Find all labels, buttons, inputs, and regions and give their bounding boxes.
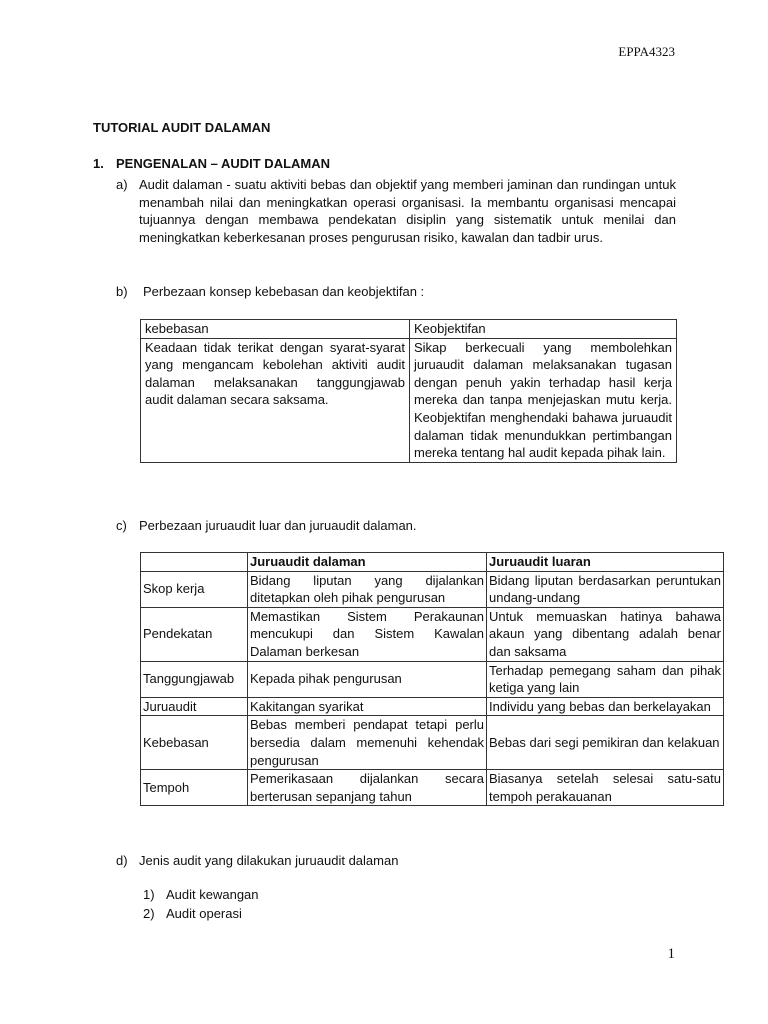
item-c-text: Perbezaan juruaudit luar dan juruaudit dalaman. bbox=[139, 518, 417, 533]
item-d-text: Jenis audit yang dilakukan juruaudit dalaman bbox=[139, 853, 399, 868]
table-header-row bbox=[141, 553, 724, 572]
table-cell: Sikap berkecuali yang membolehkan juruaudit dalaman melaksanakan tugasan dengan penuh yakin terhadap hasil kerja mereka dan tanpa menjejaskan mutu kerja. Keobjektifan menghendaki bahawa juruaudit dalaman tidak menundukkan pertimbangan mereka tentang hal audit kepada pihak lain. bbox=[410, 338, 677, 462]
row-aspect-cell: Kebebasan bbox=[141, 716, 248, 770]
table-header-cell: kebebasan bbox=[141, 320, 410, 339]
table-header-row bbox=[141, 320, 677, 339]
list-item-number: 2) bbox=[143, 905, 155, 921]
table-header-cell: Juruaudit dalaman bbox=[248, 553, 487, 572]
row-aspect-cell: Tanggungjawab bbox=[141, 661, 248, 697]
internal-auditor-cell: Kakitangan syarikat bbox=[248, 697, 487, 716]
auditor-comparison-table bbox=[140, 552, 724, 806]
external-auditor-cell: Untuk memuaskan hatinya bahawa akaun yang dibentang adalah benar dan saksama bbox=[487, 607, 724, 661]
audit-types-list bbox=[143, 886, 259, 923]
item-b bbox=[116, 283, 676, 301]
table-header-cell: Keobjektifan bbox=[410, 320, 677, 339]
internal-auditor-cell: Kepada pihak pengurusan bbox=[248, 661, 487, 697]
list-item bbox=[143, 886, 259, 905]
row-aspect-cell: Juruaudit bbox=[141, 697, 248, 716]
item-c-label: c) bbox=[116, 518, 127, 533]
section-heading bbox=[93, 156, 330, 171]
row-aspect-cell: Skop kerja bbox=[141, 571, 248, 607]
item-a-label: a) bbox=[116, 177, 128, 192]
section-title: PENGENALAN – AUDIT DALAMAN bbox=[116, 156, 331, 171]
section-number: 1. bbox=[93, 156, 104, 171]
table-cell: Keadaan tidak terikat dengan syarat-syarat yang mengancam kebolehan aktiviti audit dalaman melaksanakan tanggungjawab audit dalaman secara saksama. bbox=[141, 338, 410, 462]
item-c bbox=[116, 517, 676, 535]
external-auditor-cell: Terhadap pemegang saham dan pihak ketiga yang lain bbox=[487, 661, 724, 697]
item-b-label: b) bbox=[116, 284, 128, 299]
table-header-cell: Juruaudit luaran bbox=[487, 553, 724, 572]
list-item-number: 1) bbox=[143, 887, 155, 902]
internal-auditor-cell: Bidang liputan yang dijalankan ditetapkan oleh pihak pengurusan bbox=[248, 571, 487, 607]
table-row bbox=[141, 770, 724, 806]
page-number: 1 bbox=[667, 946, 675, 962]
table-row bbox=[141, 661, 724, 697]
internal-auditor-cell: Memastikan Sistem Perakaunan mencukupi dan Sistem Kawalan Dalaman berkesan bbox=[248, 607, 487, 661]
document-title: TUTORIAL AUDIT DALAMAN bbox=[93, 120, 271, 135]
item-d bbox=[116, 852, 676, 870]
independence-objectivity-table bbox=[140, 319, 677, 463]
list-item bbox=[143, 905, 259, 924]
list-item-label: Audit kewangan bbox=[166, 887, 259, 902]
item-d-label: d) bbox=[116, 853, 128, 868]
item-b-text: Perbezaan konsep kebebasan dan keobjektifan : bbox=[143, 284, 425, 299]
external-auditor-cell: Biasanya setelah selesai satu-satu tempoh perakauanan bbox=[487, 770, 724, 806]
table-row bbox=[141, 338, 677, 462]
table-row bbox=[141, 607, 724, 661]
external-auditor-cell: Bidang liputan berdasarkan peruntukan undang-undang bbox=[487, 571, 724, 607]
item-a bbox=[116, 176, 676, 246]
list-item-label: Audit operasi bbox=[166, 905, 242, 921]
internal-auditor-cell: Bebas memberi pendapat tetapi perlu bersedia dalam memenuhi kehendak pengurusan bbox=[248, 716, 487, 770]
external-auditor-cell: Bebas dari segi pemikiran dan kelakuan bbox=[487, 716, 724, 770]
table-header-cell bbox=[141, 553, 248, 572]
document-code: EPPA4323 bbox=[618, 44, 675, 59]
table-row bbox=[141, 716, 724, 770]
external-auditor-cell: Individu yang bebas dan berkelayakan bbox=[487, 697, 724, 716]
row-aspect-cell: Pendekatan bbox=[141, 607, 248, 661]
row-aspect-cell: Tempoh bbox=[141, 770, 248, 806]
table-row bbox=[141, 697, 724, 716]
internal-auditor-cell: Pemerikasaan dijalankan secara berterusan sepanjang tahun bbox=[248, 770, 487, 806]
table-row bbox=[141, 571, 724, 607]
item-a-text: Audit dalaman - suatu aktiviti bebas dan objektif yang memberi jaminan dan rundingan untuk menambah nilai dan meningkatkan operasi organisasi. Ia membantu organisasi mencapai tujuannya dengan membawa pendekatan disiplin yang sistematik untuk menilai dan meningkatkan keberkesanan proses pengurusan risiko, kawalan dan tadbir urus. bbox=[139, 177, 676, 245]
